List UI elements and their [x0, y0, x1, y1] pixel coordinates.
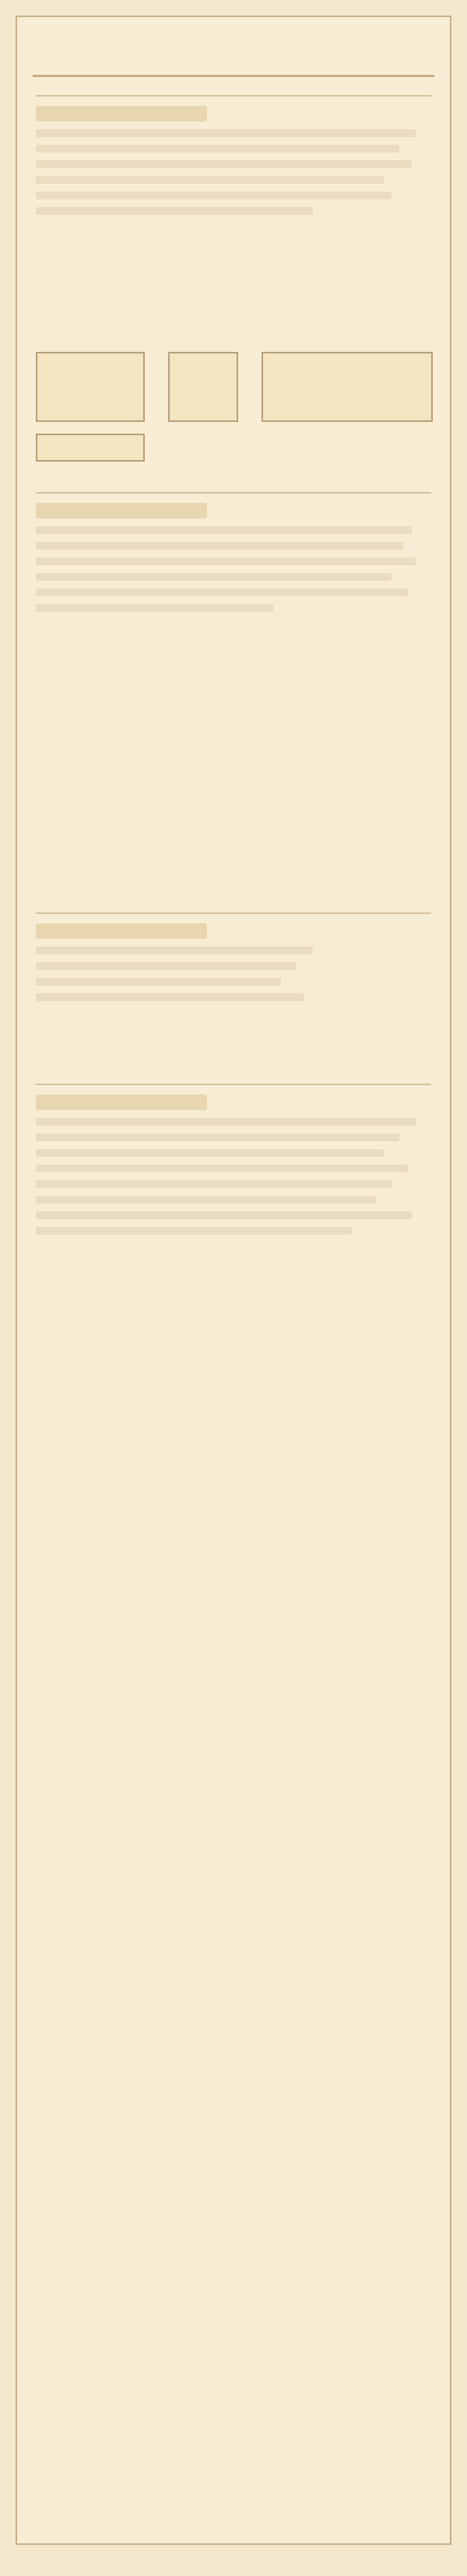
- text-line: [36, 604, 273, 612]
- text-line: [36, 129, 416, 137]
- text-line: [36, 1133, 399, 1141]
- text-line: [36, 145, 399, 153]
- section-1: [36, 95, 431, 329]
- text-line: [36, 573, 392, 581]
- text-line: [36, 557, 416, 565]
- text-line: [36, 1165, 408, 1172]
- section-2-heading: [36, 503, 207, 518]
- text-line: [36, 978, 281, 986]
- text-line: [36, 207, 313, 215]
- section-4-heading: [36, 1095, 207, 1110]
- text-line: [36, 160, 412, 168]
- bowl-diagram-row: [36, 344, 431, 469]
- text-line: [36, 526, 412, 534]
- diagram-box-left: [36, 352, 145, 422]
- diagram-box-right: [262, 352, 433, 422]
- diagram-box-middle: [168, 352, 238, 422]
- section-2: [36, 492, 431, 897]
- section-4: [36, 1084, 431, 2524]
- document-page: [16, 16, 451, 2545]
- page-title-bar: [33, 33, 434, 77]
- text-line: [36, 993, 304, 1001]
- text-line: [36, 192, 392, 199]
- text-line: [36, 176, 384, 184]
- text-line: [36, 589, 408, 596]
- text-line: [36, 1196, 376, 1204]
- diagram-box-bottom: [36, 434, 145, 462]
- section-3: [36, 912, 431, 1068]
- text-line: [36, 1118, 416, 1126]
- section-1-heading: [36, 106, 207, 121]
- text-line: [36, 542, 403, 550]
- text-line: [36, 1211, 412, 1219]
- text-line: [36, 1180, 392, 1188]
- text-line: [36, 962, 297, 970]
- section-3-heading: [36, 923, 207, 939]
- text-line: [36, 1227, 352, 1235]
- text-line: [36, 1149, 384, 1157]
- text-line: [36, 947, 313, 954]
